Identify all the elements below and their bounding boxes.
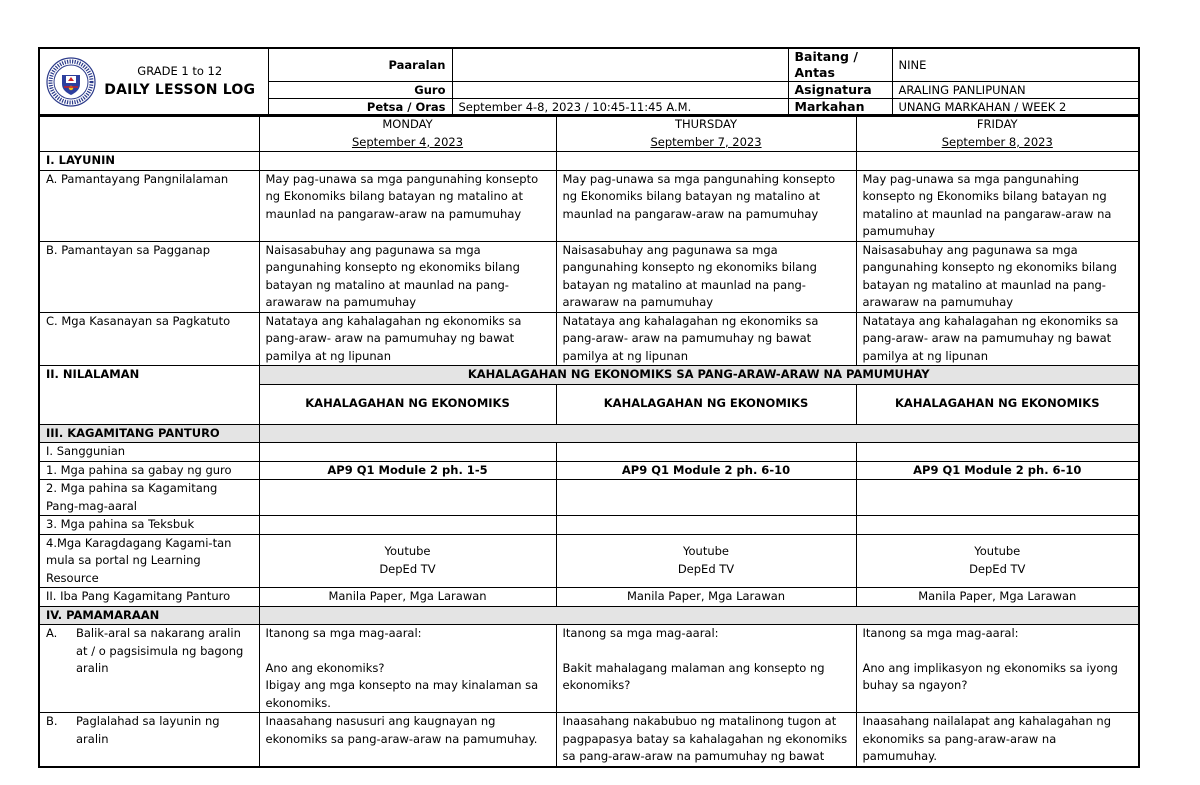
row-label-lr-portal: 4.Mga Karagdagang Kagami-tan mula sa portal ng Learning Resource	[39, 534, 259, 588]
table-row	[39, 588, 1139, 607]
resource-youtube: Youtube	[974, 544, 1021, 559]
day-date: September 7, 2023	[650, 134, 762, 149]
row-label-teacher-guide: 1. Mga pahina sa gabay ng guro	[39, 461, 259, 480]
row-prefix: A.	[46, 626, 58, 640]
cell-friday: Naisasabuhay ang pagunawa sa mga pangunahing konsepto ng ekonomiks bilang batayan ng matalino at maunlad na pang-arawaraw na pamumuhay	[856, 241, 1139, 312]
empty-cell	[556, 152, 856, 171]
cell-monday: AP9 Q1 Module 2 ph. 1-5	[259, 461, 556, 480]
table-row	[39, 516, 1139, 535]
table-row	[39, 625, 1139, 713]
empty-cell	[856, 516, 1139, 535]
quarter-value[interactable]: UNANG MARKAHAN / WEEK 2	[892, 99, 1139, 117]
empty-cell	[259, 480, 556, 516]
prompt-question: Bakit mahalagang malaman ang konsepto ng ekonomiks?	[562, 660, 825, 692]
table-row	[39, 443, 1139, 462]
cell-friday: AP9 Q1 Module 2 ph. 6-10	[856, 461, 1139, 480]
cell-thursday	[556, 625, 856, 713]
empty-cell	[259, 606, 1139, 625]
cell-thursday: Natataya ang kahalagahan ng ekonomiks sa pang-araw- araw na pamumuhay ng bawat pamilya at ng lipunan	[556, 312, 856, 366]
log-title: DAILY LESSON LOG	[104, 82, 256, 98]
teacher-label: Guro	[268, 82, 452, 99]
cell-friday: Inaasahang nailalapat ang kahalagahan ng ekonomiks sa pang-araw-araw na pamumuhay.	[856, 713, 1139, 767]
cell-monday: Manila Paper, Mga Larawan	[259, 588, 556, 607]
cell-monday	[259, 534, 556, 588]
corner-cell	[39, 115, 259, 152]
school-value[interactable]	[452, 48, 788, 82]
date-time-label: Petsa / Oras	[268, 99, 452, 117]
resource-deped-tv: DepEd TV	[379, 561, 436, 576]
resource-deped-tv: DepEd TV	[677, 561, 735, 576]
prompt-extra: Ibigay ang mga konsepto na may kinalaman sa ekonomiks.	[265, 678, 539, 710]
cell-monday: Natataya ang kahalagahan ng ekonomiks sa pang-araw- araw na pamumuhay ng bawat pamilya at ng lipunan	[259, 312, 556, 366]
day-header-row	[39, 115, 1139, 152]
date-time-value[interactable]: September 4-8, 2023 / 10:45-11:45 A.M.	[452, 99, 788, 117]
cell-thursday: Naisasabuhay ang pagunawa sa mga pangunahing konsepto ng ekonomiks bilang batayan ng matalino at maunlad na pang-arawaraw na pamumuhay	[556, 241, 856, 312]
table-row	[39, 713, 1139, 767]
cell-monday: Inaasahang nasusuri ang kaugnayan ng ekonomiks sa pang-araw-araw na pamumuhay.	[259, 713, 556, 767]
section-title-nilalaman: II. NILALAMAN	[39, 366, 259, 425]
cell-friday: Manila Paper, Mga Larawan	[856, 588, 1139, 607]
row-label-purpose	[39, 713, 259, 767]
prompt-intro: Itanong sa mga mag-aaral:	[562, 626, 719, 640]
row-label-text: Balik-aral sa nakarang aralin at / o pagsisimula ng bagong aralin	[76, 626, 244, 675]
day-date: September 8, 2023	[941, 134, 1053, 149]
cell-friday: May pag-unawa sa mga pangunahing konsepto ng Ekonomiks bilang batayan ng matalino at maunlad na pangaraw-araw na pamumuhay	[856, 170, 1139, 241]
header-identity	[39, 48, 268, 116]
section-title-layunin: I. LAYUNIN	[39, 152, 259, 171]
cell-friday	[856, 534, 1139, 588]
empty-cell	[259, 152, 556, 171]
resource-youtube: Youtube	[384, 544, 431, 559]
row-label-content-standard: A. Pamantayang Pangnilalaman	[39, 170, 259, 241]
empty-cell	[856, 480, 1139, 516]
table-row	[39, 312, 1139, 366]
section-row	[39, 606, 1139, 625]
section-title-kagamitan: III. KAGAMITANG PANTURO	[39, 424, 259, 443]
day-date: September 4, 2023	[351, 134, 464, 149]
grade-level-value[interactable]: NINE	[892, 48, 1139, 82]
subject-label: Asignatura	[788, 82, 892, 99]
day-header-monday	[259, 115, 556, 152]
cell-friday: KAHALAGAHAN NG EKONOMIKS	[856, 384, 1139, 424]
empty-cell	[259, 424, 1139, 443]
cell-thursday: AP9 Q1 Module 2 ph. 6-10	[556, 461, 856, 480]
row-label-textbook: 3. Mga pahina sa Teksbuk	[39, 516, 259, 535]
resource-deped-tv: DepEd TV	[969, 561, 1026, 576]
prompt-intro: Itanong sa mga mag-aaral:	[862, 626, 1019, 640]
cell-monday: Naisasabuhay ang pagunawa sa mga pangunahing konsepto ng ekonomiks bilang batayan ng matalino at maunlad na pang-arawaraw na pamumuhay	[259, 241, 556, 312]
empty-cell	[556, 516, 856, 535]
empty-cell	[556, 443, 856, 462]
cell-friday: Natataya ang kahalagahan ng ekonomiks sa pang-araw- araw na pamumuhay ng bawat pamilya at ng lipunan	[856, 312, 1139, 366]
day-header-friday	[856, 115, 1139, 152]
prompt-intro: Itanong sa mga mag-aaral:	[265, 626, 422, 640]
cell-thursday	[556, 534, 856, 588]
prompt-question: Ano ang ekonomiks?	[265, 660, 385, 675]
row-prefix: B.	[46, 714, 58, 728]
row-label-competencies: C. Mga Kasanayan sa Pagkatuto	[39, 312, 259, 366]
table-row	[39, 170, 1139, 241]
day-name: THURSDAY	[674, 117, 738, 131]
cell-friday	[856, 625, 1139, 713]
content-main-title: KAHALAGAHAN NG EKONOMIKS SA PANG-ARAW-ARAW NA PAMUMUHAY	[259, 366, 1139, 385]
school-label: Paaralan	[268, 48, 452, 82]
table-row	[39, 534, 1139, 588]
row-label-other-materials: II. Iba Pang Kagamitang Panturo	[39, 588, 259, 607]
section-row	[39, 424, 1139, 443]
table-row	[39, 480, 1139, 516]
row-label-performance-standard: B. Pamantayan sa Pagganap	[39, 241, 259, 312]
prompt-question: Ano ang implikasyon ng ekonomiks sa iyong buhay sa ngayon?	[862, 660, 1118, 692]
day-header-thursday	[556, 115, 856, 152]
table-row	[39, 461, 1139, 480]
section-title-pamamaraan: IV. PAMAMARAAN	[39, 606, 259, 625]
grade-level-label: Baitang / Antas	[788, 48, 892, 82]
subject-value[interactable]: ARALING PANLIPUNAN	[892, 82, 1139, 99]
teacher-value[interactable]	[452, 82, 788, 99]
table-row	[39, 241, 1139, 312]
resource-youtube: Youtube	[683, 544, 729, 559]
cell-monday: May pag-unawa sa mga pangunahing konsepto ng Ekonomiks bilang batayan ng matalino at maunlad na pangaraw-araw na pamumuhay	[259, 170, 556, 241]
section-row	[39, 152, 1139, 171]
cell-monday	[259, 625, 556, 713]
section-row	[39, 366, 1139, 385]
empty-cell	[856, 443, 1139, 462]
lesson-log-table	[38, 114, 1140, 768]
header-table	[38, 47, 1140, 117]
day-name: MONDAY	[382, 117, 433, 131]
cell-thursday: May pag-unawa sa mga pangunahing konsepto ng Ekonomiks bilang batayan ng matalino at maunlad na pangaraw-araw na pamumuhay	[556, 170, 856, 241]
quarter-label: Markahan	[788, 99, 892, 117]
empty-cell	[556, 480, 856, 516]
row-label-references: I. Sanggunian	[39, 443, 259, 462]
cell-thursday: Inaasahang nakabubuo ng matalinong tugon at pagpapasya batay sa kahalagahan ng ekonomiks sa pang-araw-araw na pamumuhay ng bawat	[556, 713, 856, 767]
cell-thursday: Manila Paper, Mga Larawan	[556, 588, 856, 607]
empty-cell	[259, 516, 556, 535]
grade-range: GRADE 1 to 12	[137, 64, 223, 78]
row-label-text: Paglalahad sa layunin ng aralin	[76, 714, 220, 746]
empty-cell	[856, 152, 1139, 171]
deped-seal-icon	[46, 57, 96, 107]
row-label-learner-materials: 2. Mga pahina sa Kagamitang Pang-mag-aaral	[39, 480, 259, 516]
day-name: FRIDAY	[976, 117, 1018, 131]
cell-thursday: KAHALAGAHAN NG EKONOMIKS	[556, 384, 856, 424]
empty-cell	[259, 443, 556, 462]
cell-monday: KAHALAGAHAN NG EKONOMIKS	[259, 384, 556, 424]
row-label-review	[39, 625, 259, 713]
